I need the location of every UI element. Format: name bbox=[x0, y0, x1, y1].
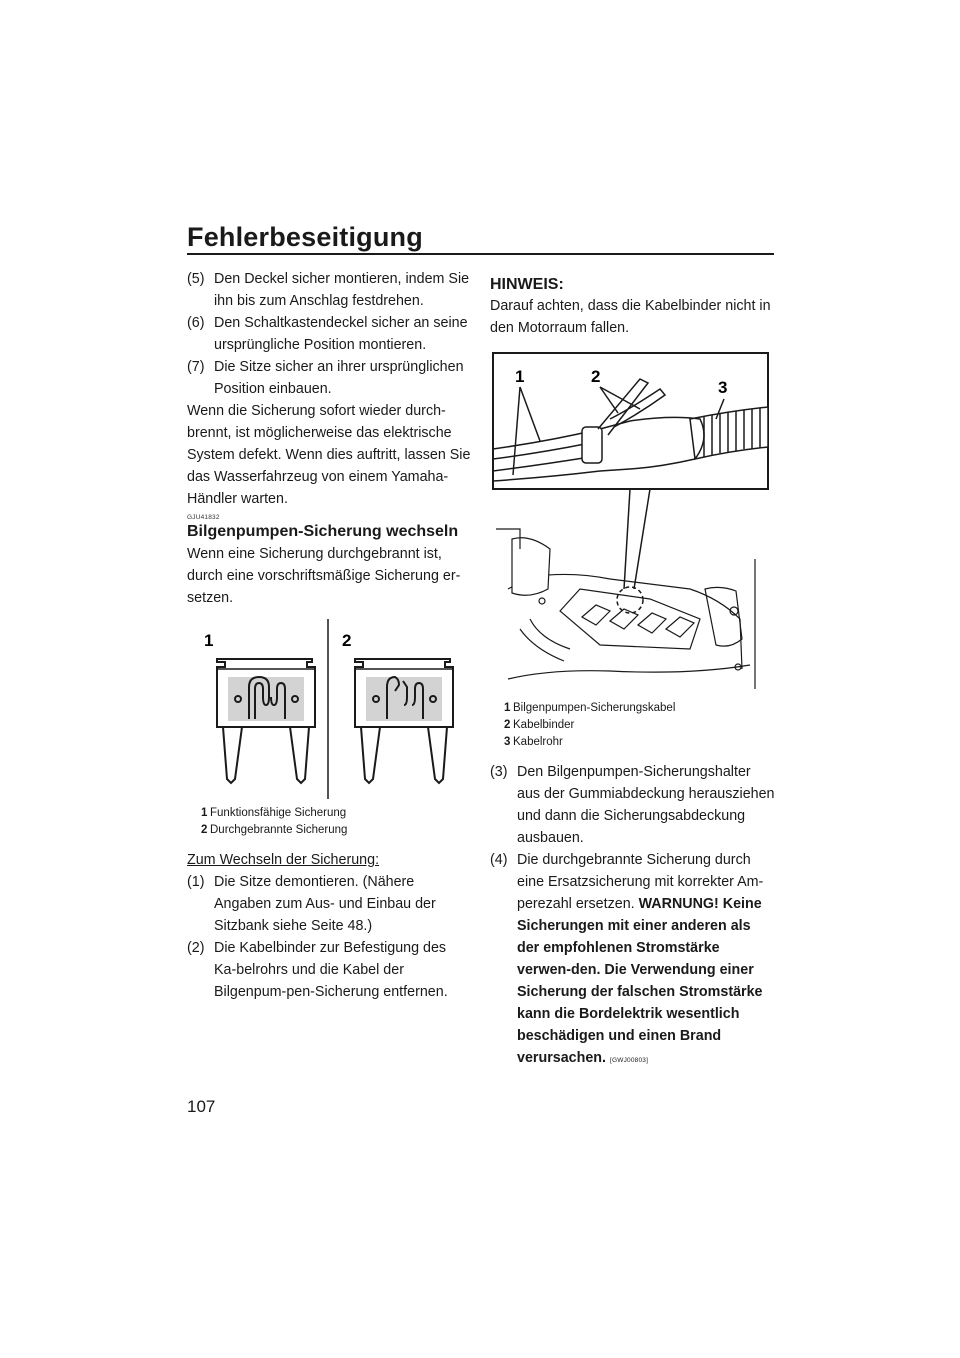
step-4 bbox=[490, 849, 775, 1072]
step-number: (4) bbox=[490, 852, 508, 868]
step-text: Den Bilgenpumpen-Sicherungshalter aus der Gummiabdeckung herausziehen und dann die Sicherungsabdeckung ausbauen. bbox=[517, 764, 775, 846]
step-number: (5) bbox=[187, 271, 205, 287]
legend-item: 2 Kabelbinder bbox=[504, 719, 575, 731]
step-number: (6) bbox=[187, 315, 205, 331]
page-title: Fehlerbeseitigung bbox=[187, 222, 423, 252]
step-number: (7) bbox=[187, 359, 205, 375]
legend-item: 3 Kabelrohr bbox=[504, 736, 563, 748]
step-1 bbox=[187, 871, 472, 937]
step-text: Den Schaltkastendeckel sicher an seine ursprüngliche Position montieren. bbox=[214, 315, 468, 353]
right-column bbox=[490, 274, 775, 1072]
warning-code: [GWJ00803] bbox=[610, 1057, 649, 1064]
step-5 bbox=[187, 268, 472, 312]
figure-label-2: 2 bbox=[591, 367, 601, 386]
left-column bbox=[187, 268, 472, 1003]
page-number: 107 bbox=[187, 1097, 216, 1116]
step-text: Die Sitze demontieren. (Nähere Angaben zum Aus- und Einbau der Sitzbank siehe Seite 48.) bbox=[214, 874, 436, 934]
legend-item: 1 Funktionsfähige Sicherung bbox=[201, 807, 347, 819]
figure-label-1: 1 bbox=[515, 367, 525, 386]
note-text: Darauf achten, dass die Kabelbinder nicht in den Motorraum fallen. bbox=[490, 298, 771, 336]
warning-text: WARNUNG! Keine Sicherungen mit einer anderen als der empfohlenen Stromstärke verwen-den. Die Verwendung einer Sicherung der falschen Stromstärke kann die Bordelektrik wesentlich beschädigen und einen Brand verursachen. bbox=[517, 896, 763, 1066]
step-number: (2) bbox=[187, 940, 205, 956]
step-text: Den Deckel sicher montieren, indem Sie ihn bis zum Anschlag festdrehen. bbox=[214, 271, 470, 309]
warning-paragraph: Wenn die Sicherung sofort wieder durch-brennt, ist möglicherweise das elektrische System defekt. Wenn dies auftritt, lassen Sie das Wasserfahrzeug von einem Yamaha-Händler warten. bbox=[187, 403, 471, 507]
section-intro: Wenn eine Sicherung durchgebrannt ist, durch eine vorschriftsmäßige Sicherung er-setzen. bbox=[187, 546, 461, 606]
step-6 bbox=[187, 312, 472, 356]
step-number: (1) bbox=[187, 874, 205, 890]
step-text: Die Kabelbinder zur Befestigung des Ka-belrohrs und die Kabel der Bilgenpum-pen-Sicherung entfernen. bbox=[214, 940, 448, 1000]
fuse-legend bbox=[201, 805, 472, 839]
section-heading: Bilgenpumpen-Sicherung wechseln bbox=[187, 523, 459, 540]
step-text: Die Sitze sicher an ihrer ursprünglichen Position einbauen. bbox=[214, 359, 464, 397]
step-2 bbox=[187, 937, 472, 1003]
engine-legend bbox=[504, 700, 775, 751]
figure-label-2: 2 bbox=[342, 631, 352, 650]
step-7 bbox=[187, 356, 472, 400]
title-rule bbox=[187, 253, 774, 255]
engine-figure bbox=[490, 349, 775, 694]
figure-label-1: 1 bbox=[204, 631, 214, 650]
legend-item: 1 Bilgenpumpen-Sicherungskabel bbox=[504, 702, 676, 714]
step-3 bbox=[490, 761, 775, 849]
note-heading: HINWEIS: bbox=[490, 276, 564, 293]
step-text: Die durchgebrannte Sicherung durch eine Ersatzsicherung mit korrekter Am-perezahl ersetzen. bbox=[517, 852, 764, 912]
fuse-figure bbox=[187, 619, 472, 799]
procedure-heading: Zum Wechseln der Sicherung: bbox=[187, 852, 380, 868]
good-fuse-icon bbox=[217, 659, 315, 783]
legend-item: 2 Durchgebrannte Sicherung bbox=[201, 824, 348, 836]
fuse-illustration bbox=[187, 619, 467, 799]
section-code: GJU41832 bbox=[187, 514, 220, 521]
figure-label-3: 3 bbox=[718, 378, 728, 397]
step-number: (3) bbox=[490, 764, 508, 780]
engine-illustration bbox=[490, 349, 772, 694]
blown-fuse-icon bbox=[355, 659, 453, 783]
